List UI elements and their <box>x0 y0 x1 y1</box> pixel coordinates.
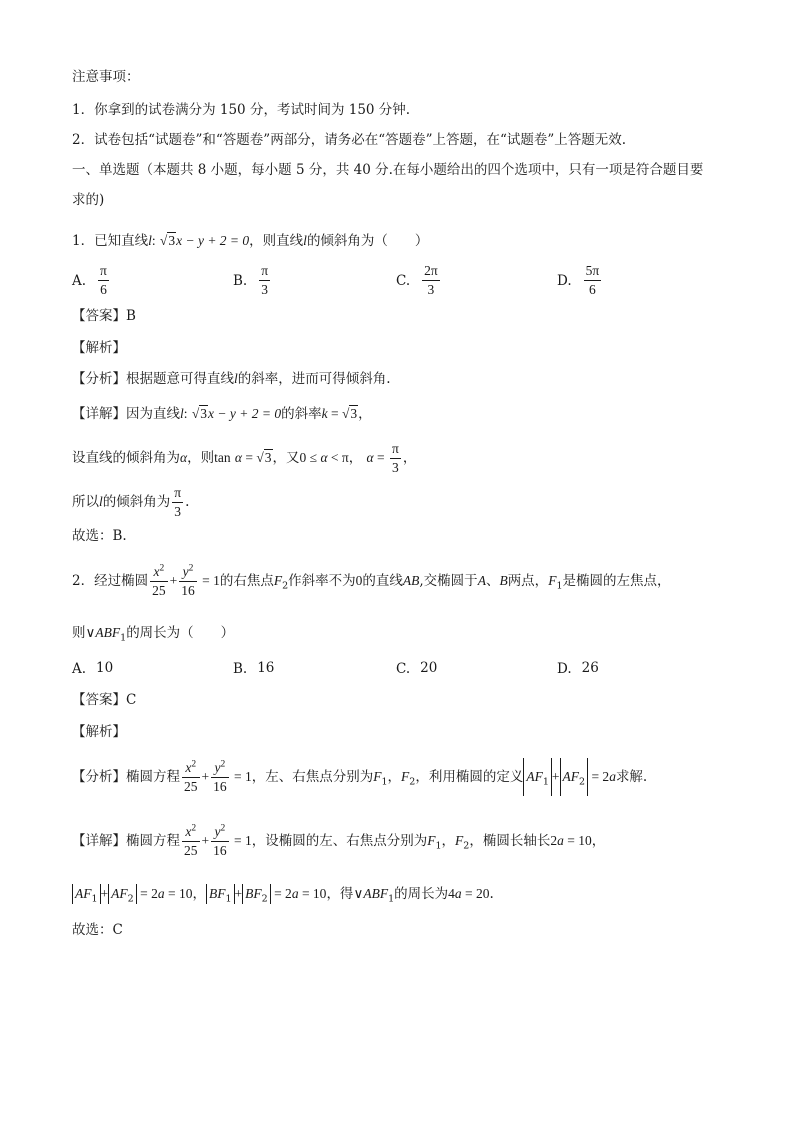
q2-analysis-title: 【解析】 <box>72 724 126 740</box>
q1-fenxi: 【分析】根据题意可得直线l的斜率，进而可得倾斜角. <box>72 371 391 387</box>
notice-item-1: 1．你拿到的试卷满分为 150 分，考试时间为 150 分钟. <box>72 102 411 118</box>
option-a: A. $\frac{\pi}{6}$ <box>72 263 107 297</box>
q1-detail-set: 设直线的倾斜角为α，则tan α = √3，又0 ≤ α < π， α = $\frac{\pi}{3}$ ， <box>72 441 417 475</box>
notice-item-2: 2．试卷包括“试题卷”和“答题卷”两部分，请务必在“答题卷”上答题，在“试题卷”上答题无效. <box>72 132 627 148</box>
option-b: B. 16 <box>233 660 275 677</box>
question-1-stem: 1．已知直线l: √3x − y + 2 = 0，则直线l的倾斜角为（ ） <box>72 233 429 249</box>
option-b: B. $\frac{\pi}{3}$ <box>233 263 269 297</box>
q2-choose: 故选：C <box>72 922 123 938</box>
section-title: 一、单选题（本题共 8 小题，每小题 5 分，共 40 分.在每小题给出的四个选项中，只有一项是符合题目要 <box>72 162 704 178</box>
q2-fenxi: 【分析】椭圆方程 $\frac{x^2}{25}$ + $\frac{y^2}{16}$ = 1，左、右焦点分别为$F_1$，$F_2$，利用椭圆的定义 $AF_1 + AF_2 = 2a$求解. <box>72 759 648 794</box>
option-c: C. $\frac{2\pi}{3}$ <box>396 263 438 297</box>
q1-answer: 【答案】B <box>72 308 136 324</box>
section-title-cont: 求的) <box>72 192 105 208</box>
q1-choose: 故选：B. <box>72 528 127 544</box>
option-c: C. 20 <box>396 660 438 677</box>
notice-title: 注意事项： <box>72 69 140 85</box>
q1-detail: 【详解】因为直线l: √3x − y + 2 = 0的斜率k = √3， <box>72 406 372 422</box>
option-d: D. $\frac{5\pi}{6}$ <box>557 263 600 297</box>
q1-analysis-title: 【解析】 <box>72 340 126 356</box>
q2-detail: 【详解】椭圆方程 $\frac{x^2}{25}$ + $\frac{y^2}{16}$ = 1，设椭圆的左、右焦点分别为$F_1$，$F_2$，椭圆长轴长2a = 10， <box>72 823 606 858</box>
option-a: A. 10 <box>72 660 114 677</box>
option-d: D. 26 <box>557 660 599 677</box>
question-2-stem-cont: 则$\vee ABF_1$的周长为（ ） <box>72 625 235 644</box>
question-2-stem: 2．经过椭圆 $\frac{x^2}{25}$ + $\frac{y^2}{16}$ = 1的右焦点$F_2$作斜率不为0的直线AB,交椭圆于A、B两点，$F_1$是椭圆的左焦点， <box>72 563 671 598</box>
q2-detail-cont: $AF_1 + AF_2 = 2a = 10$， $BF_1 + BF_2 = 2a = 10$，得$\vee ABF_1$的周长为4a = 20. <box>72 884 494 904</box>
q1-conclusion: 所以l的倾斜角为 $\frac{\pi}{3}$ . <box>72 485 190 519</box>
q2-answer: 【答案】C <box>72 692 137 708</box>
sqrt-symbol: √3 <box>159 233 176 248</box>
